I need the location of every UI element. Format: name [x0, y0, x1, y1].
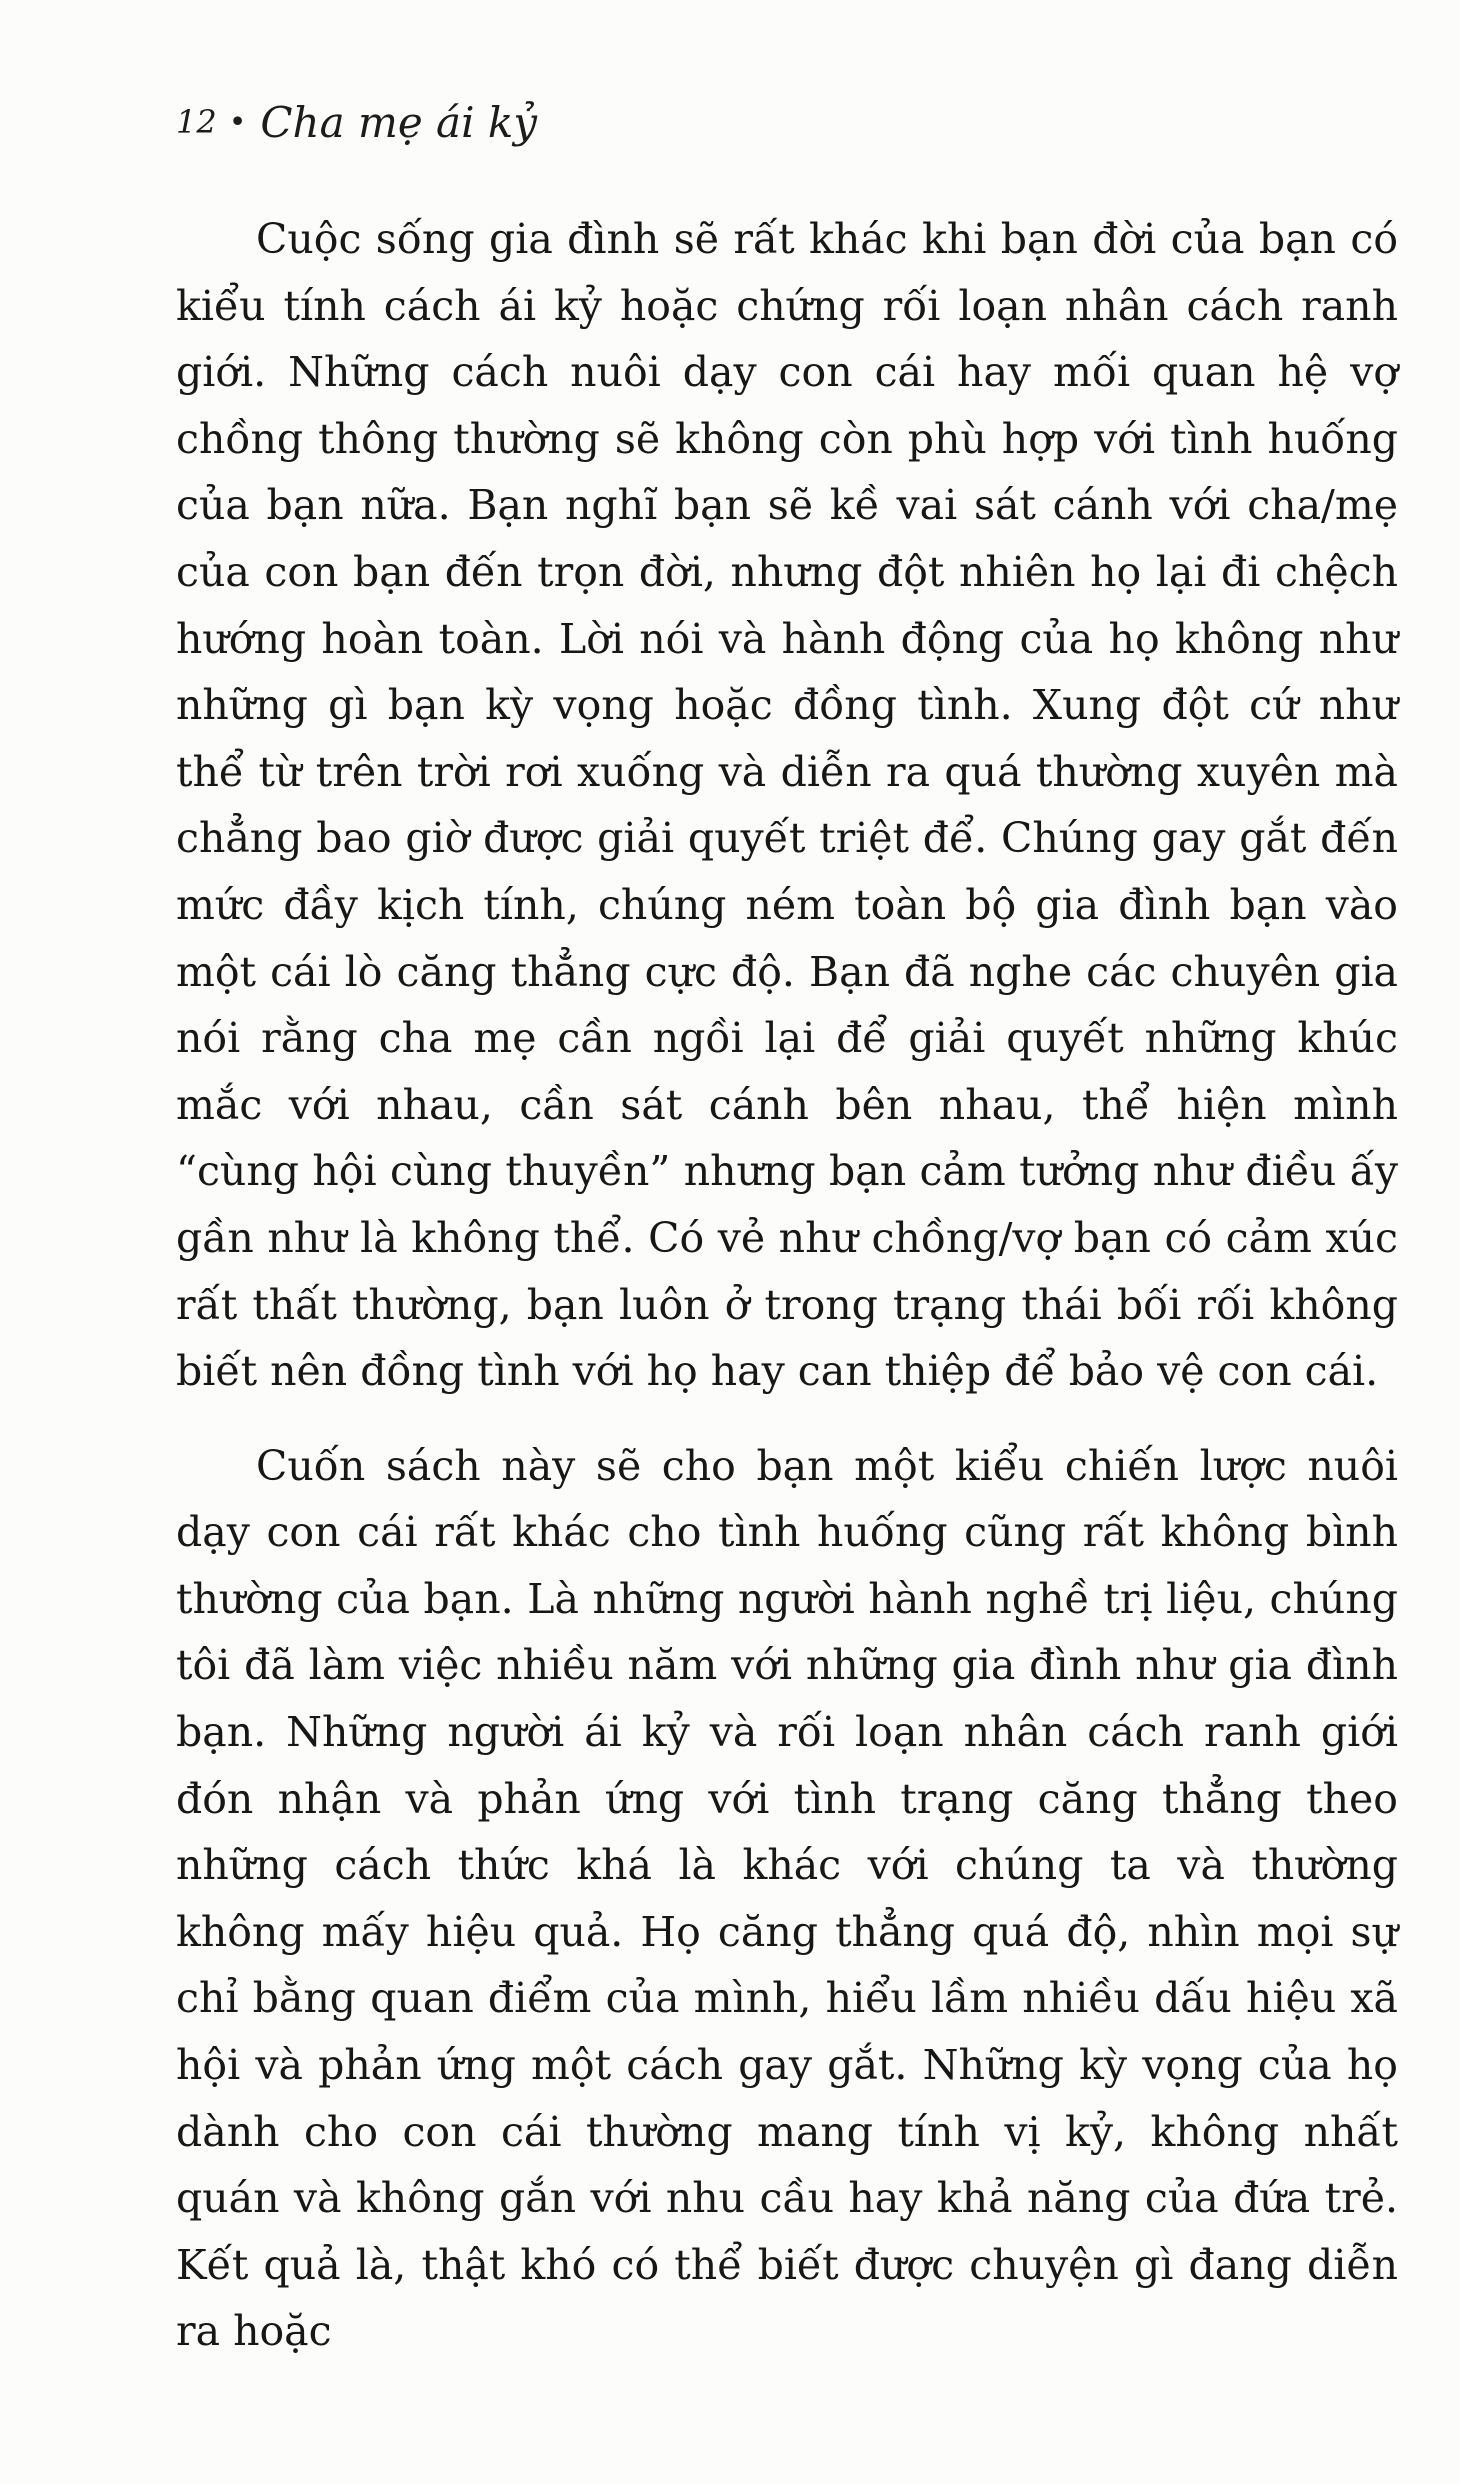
- header-bullet: •: [228, 104, 247, 140]
- running-title: Cha mẹ ái kỷ: [260, 97, 538, 147]
- body-text: [176, 206, 1398, 2365]
- page-number: 12: [176, 103, 217, 141]
- paragraph-2: Cuốn sách này sẽ cho bạn một kiểu chiến lược nuôi dạy con cái rất khác cho tình huống cũng rất không bình thường của bạn. Là những người hành nghề trị liệu, chúng tôi đã làm việc nhiều năm với những gia đình như gia đình bạn. Những người ái kỷ và rối loạn nhân cách ranh giới đón nhận và phản ứng với tình trạng căng thẳng theo những cách thức khá là khác với chúng ta và thường không mấy hiệu quả. Họ căng thẳng quá độ, nhìn mọi sự chỉ bằng quan điểm của mình, hiểu lầm nhiều dấu hiệu xã hội và phản ứng một cách gay gắt. Những kỳ vọng của họ dành cho con cái thường mang tính vị kỷ, không nhất quán và không gắn với nhu cầu hay khả năng của đứa trẻ. Kết quả là, thật khó có thể biết được chuyện gì đang diễn ra hoặc: [176, 1441, 1398, 2356]
- paragraph-1: Cuộc sống gia đình sẽ rất khác khi bạn đời của bạn có kiểu tính cách ái kỷ hoặc chứng rối loạn nhân cách ranh giới. Những cách nuôi dạy con cái hay mối quan hệ vợ chồng thông thường sẽ không còn phù hợp với tình huống của bạn nữa. Bạn nghĩ bạn sẽ kề vai sát cánh với cha/mẹ của con bạn đến trọn đời, nhưng đột nhiên họ lại đi chệch hướng hoàn toàn. Lời nói và hành động của họ không như những gì bạn kỳ vọng hoặc đồng tình. Xung đột cứ như thể từ trên trời rơi xuống và diễn ra quá thường xuyên mà chẳng bao giờ được giải quyết triệt để. Chúng gay gắt đến mức đầy kịch tính, chúng ném toàn bộ gia đình bạn vào một cái lò căng thẳng cực độ. Bạn đã nghe các chuyên gia nói rằng cha mẹ cần ngồi lại để giải quyết những khúc mắc với nhau, cần sát cánh bên nhau, thể hiện mình “cùng hội cùng thuyền” nhưng bạn cảm tưởng như điều ấy gần như là không thể. Có vẻ như chồng/vợ bạn có cảm xúc rất thất thường, bạn luôn ở trong trạng thái bối rối không biết nên đồng tình với họ hay can thiệp để bảo vệ con cái.: [176, 215, 1398, 1396]
- page-header: [176, 92, 537, 152]
